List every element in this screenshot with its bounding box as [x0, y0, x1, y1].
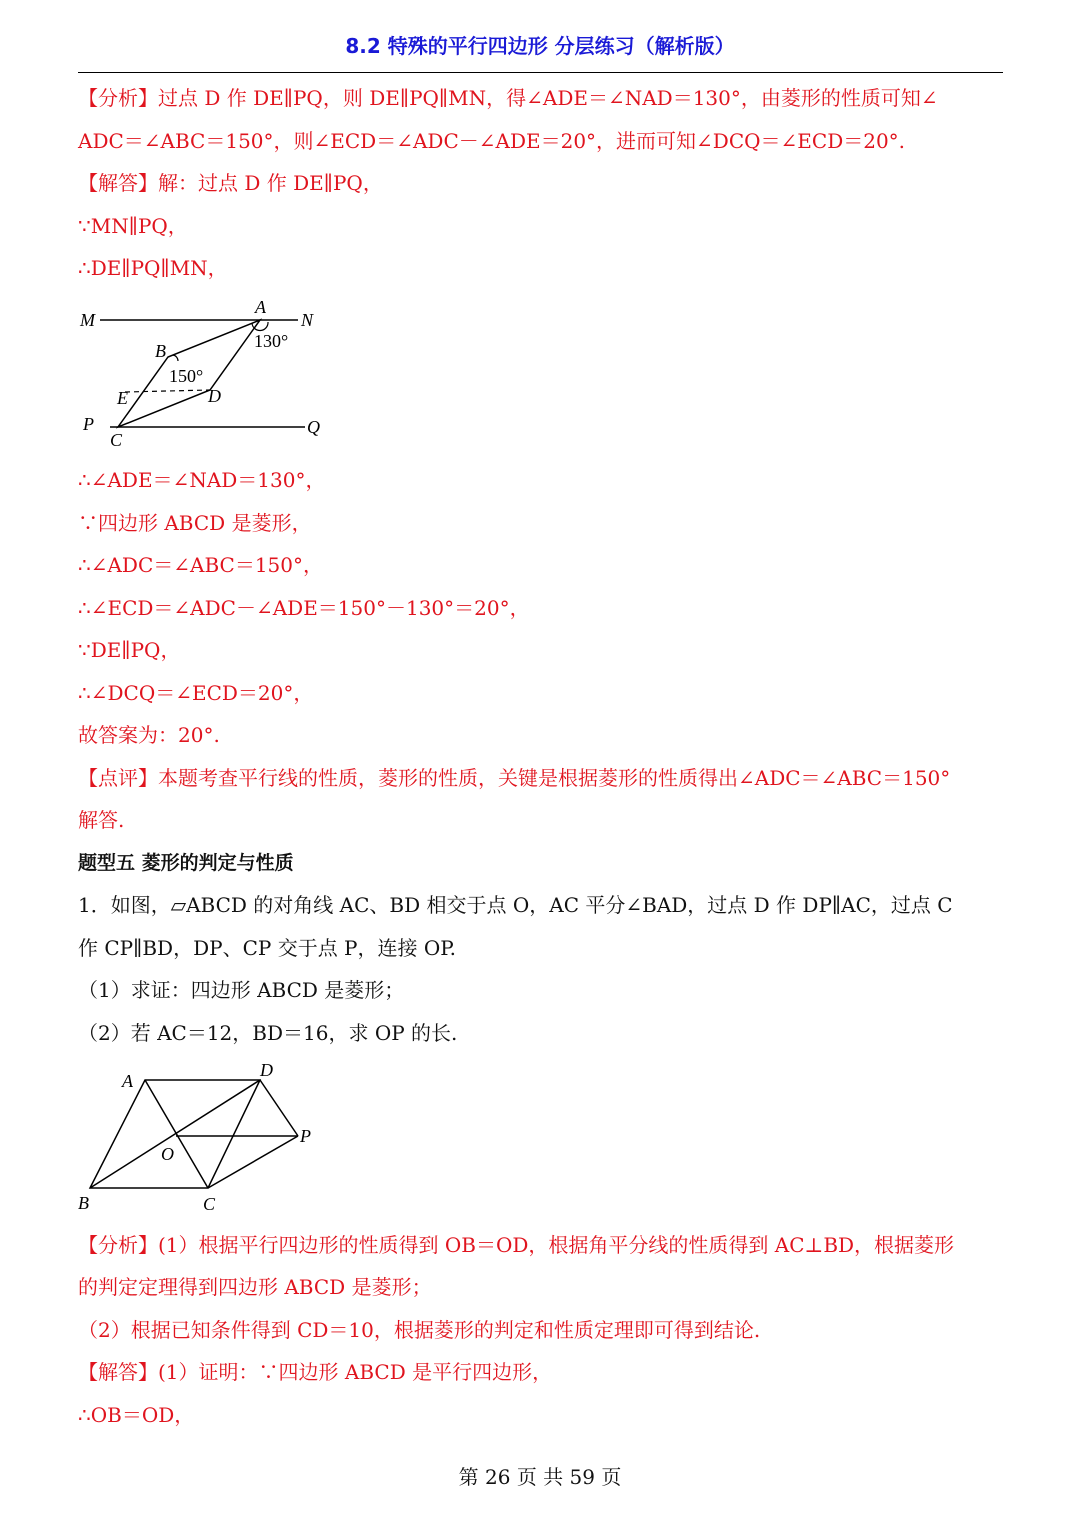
label-e: E — [117, 388, 128, 408]
solution2-line-2: ∴OB＝OD， — [78, 1403, 195, 1427]
label-c: C — [110, 430, 123, 450]
problem-line-2: 作 CP∥BD，DP、CP 交于点 P，连接 OP. — [78, 936, 457, 960]
label-p2: P — [300, 1126, 311, 1146]
label-b: B — [155, 341, 166, 361]
solution-line-1: 【解答】解：过点 D 作 DE∥PQ， — [78, 171, 383, 195]
problem-question-2: （2）若 AC＝12，BD＝16，求 OP 的长. — [78, 1021, 458, 1045]
header-divider — [78, 72, 1003, 73]
comment-line-2: 解答. — [78, 808, 125, 832]
label-c2: C — [203, 1194, 216, 1214]
label-p: P — [83, 414, 94, 434]
step-line-3: ∴∠ADC＝∠ABC＝150°， — [78, 553, 324, 577]
problem-line-1: 1．如图，▱ABCD 的对角线 AC、BD 相交于点 O，AC 平分∠BAD，过点 D 作 DP∥AC，过点 C — [78, 893, 953, 917]
step-line-5: ∵DE∥PQ， — [78, 638, 181, 662]
label-n: N — [301, 310, 314, 330]
angle-label-130: 130° — [254, 331, 289, 351]
step-line-4: ∴∠ECD＝∠ADC－∠ADE＝150°－130°＝20°， — [78, 596, 530, 620]
angle-arc-a — [252, 322, 268, 331]
label-d: D — [208, 386, 221, 406]
analysis2-line-1: 【分析】(1）根据平行四边形的性质得到 OB＝OD，根据角平分线的性质得到 AC⊥BD，根据菱形 — [78, 1233, 955, 1257]
solution-line-3: ∴DE∥PQ∥MN， — [78, 256, 228, 280]
label-o2: O — [161, 1144, 174, 1164]
analysis-line-1: 【分析】过点 D 作 DE∥PQ，则 DE∥PQ∥MN，得∠ADE＝∠NAD＝130°，由菱形的性质可知∠ — [78, 86, 938, 110]
label-m: M — [80, 310, 95, 330]
comment-line-1: 【点评】本题考查平行线的性质，菱形的性质，关键是根据菱形的性质得出∠ADC＝∠ABC＝150° — [78, 766, 951, 790]
rhombus-parallel-figure — [70, 295, 340, 455]
page-header-title: 8.2 特殊的平行四边形 分层练习（解析版） — [345, 34, 735, 58]
label-a2: A — [122, 1071, 133, 1091]
problem-question-1: （1）求证：四边形 ABCD 是菱形； — [78, 978, 405, 1002]
label-d2: D — [260, 1060, 273, 1080]
label-b2: B — [78, 1193, 89, 1213]
rhombus-op-figure — [70, 1058, 330, 1218]
step-line-1: ∴∠ADE＝∠NAD＝130°， — [78, 468, 326, 492]
diagonal-ac — [145, 1080, 208, 1188]
analysis-line-2: ADC＝∠ABC＝150°，则∠ECD＝∠ADC－∠ADE＝20°，进而可知∠DCQ＝∠ECD＝20°. — [78, 129, 906, 153]
angle-arc-b — [173, 355, 178, 361]
solution2-line-1: 【解答】(1）证明：∵四边形 ABCD 是平行四边形， — [78, 1360, 553, 1384]
segment-cp — [208, 1136, 298, 1188]
angle-label-150: 150° — [169, 366, 204, 386]
segment-dp — [260, 1080, 298, 1136]
label-q: Q — [307, 417, 320, 437]
step-line-2: ∵四边形 ABCD 是菱形， — [78, 511, 312, 535]
label-a: A — [255, 297, 266, 317]
section-title: 题型五 菱形的判定与性质 — [78, 852, 294, 874]
step-line-6: ∴∠DCQ＝∠ECD＝20°， — [78, 681, 314, 705]
page-footer: 第 26 页 共 59 页 — [458, 1465, 622, 1489]
analysis2-line-2: 的判定定理得到四边形 ABCD 是菱形； — [78, 1275, 432, 1299]
solution-line-2: ∵MN∥PQ， — [78, 214, 188, 238]
answer-line: 故答案为：20°. — [78, 723, 220, 747]
analysis2-line-3: （2）根据已知条件得到 CD＝10，根据菱形的判定和性质定理即可得到结论. — [78, 1318, 761, 1342]
line-de — [125, 390, 210, 392]
